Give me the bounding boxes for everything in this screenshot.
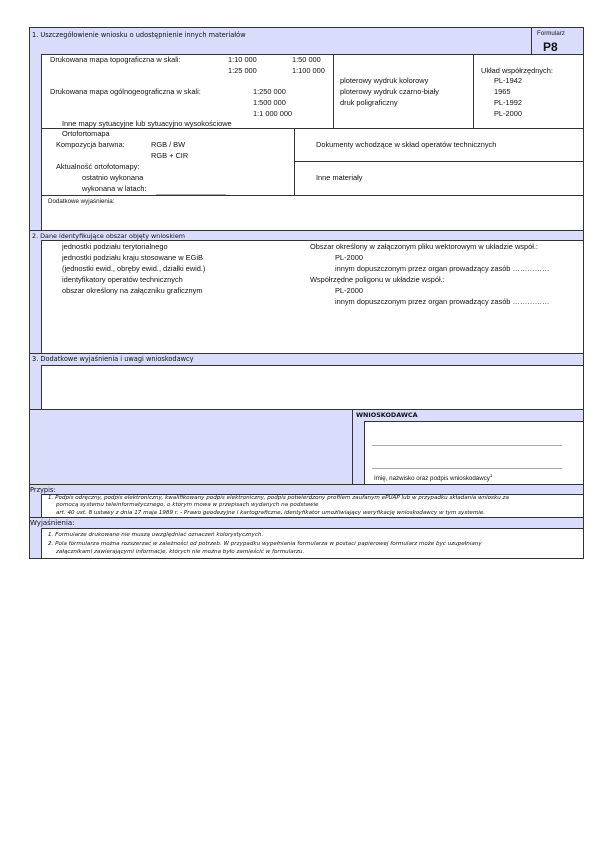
polygon-pl2000[interactable]: PL-2000 [335,286,363,295]
vector-pl2000[interactable]: PL-2000 [335,253,363,262]
general-map-label[interactable]: Drukowana mapa ogólnogeograficzna w skali: [50,87,201,96]
currency-label: Aktualność ortofotomapy: [56,162,140,171]
vector-other[interactable]: innym dopuszczonym przez organ prowadzący zasób …………… [335,264,550,273]
polygon-other[interactable]: innym dopuszczonym przez organ prowadzący zasób …………… [335,297,550,306]
polygon-label[interactable]: Współrzędne poligonu w układzie współ.: [310,275,445,284]
coord-pl1942[interactable]: PL-1942 [494,76,522,85]
made-in-years-label: wykonana w latach: [82,184,147,193]
orthophoto-title[interactable]: Ortofortomapa [62,129,110,138]
explanations-line-1: 1. Formularze drukowane nie muszą uwzględniać oznaczeń kolorystycznych. [48,532,264,538]
print-polygraphic[interactable]: druk poligraficzny [340,98,398,107]
explanations-line-2: 2. Pola formularza można rozszerzać w zależności od potrzeb. W przypadku wypełniania formularza w postaci papierowej formularz może być uzupełniany [48,541,482,547]
additional-explanations-label: Dodatkowe wyjaśnienia: [48,198,115,205]
applicant-remarks-field[interactable] [41,365,584,410]
applicant-title: WNIOSKODAWCA [356,411,418,419]
coord-pl1992[interactable]: PL-1992 [494,98,522,107]
applicant-divider [352,409,353,485]
coord-system-label: Układ współrzędnych: [481,66,553,75]
print-type-divider [333,54,334,129]
footnote-line-3: art. 40 ust. 8 ustawy z dnia 17 maja 1989 r. - Prawo geodezyjne i kartograficzne, identyfikator umożliwiający weryfikację wnioskodawcy w tym systemie. [56,510,486,516]
other-maps[interactable]: Inne mapy sytuacyjne lub sytuacyjno wysokościowe [62,119,232,128]
topo-map-label[interactable]: Drukowana mapa topograficzna w skali: [50,55,181,64]
signature-line-2 [372,468,562,469]
explanations-line-3: załącznikami zawierającymi informacje, których nie można było zamieścić w formularzu. [56,549,305,555]
composition-label: Kompozycja barwna: [56,140,125,149]
form-label: Formularz [537,30,565,37]
composition-rgb-cir[interactable]: RGB + CIR [151,151,189,160]
coord-pl2000[interactable]: PL-2000 [494,109,522,118]
coord-1965[interactable]: 1965 [494,87,511,96]
explanations-title: Wyjaśnienia: [30,519,75,527]
footnote-line-2: pomocą systemu teleinformatycznego, o którym mowa w przepisach wydanych na podstawie [56,502,319,508]
signature-label [374,472,492,483]
section-1-title: 1. Uszczegółowienie wniosku o udostępnienie innych materiałów [32,31,246,39]
area-operat-ids[interactable]: identyfikatory operatów technicznych [62,275,183,284]
scale-500000[interactable]: 1:500 000 [253,98,286,107]
section-3-title: 3. Dodatkowe wyjaśnienia i uwagi wnioskodawcy [32,355,194,363]
scale-50000[interactable]: 1:50 000 [292,55,321,64]
scale-1000000[interactable]: 1:1 000 000 [253,109,293,118]
area-egib-units-note: (jednostki ewid., obręby ewid., działki ewid.) [62,264,206,273]
composition-rgb-bw[interactable]: RGB / BW [151,140,186,149]
print-color[interactable]: ploterowy wydruk kolorowy [340,76,429,85]
print-bw[interactable]: ploterowy wydruk czarno-biały [340,87,439,96]
other-materials: Inne materiały [316,173,363,182]
coord-divider [473,54,474,129]
additional-explanations-field[interactable] [41,195,584,231]
footnote-title: Przypis: [30,486,56,494]
section-2-title: 2. Dane identyfikujące obszar objęty wnioskiem [32,232,185,240]
scale-100000[interactable]: 1:100 000 [292,66,325,75]
scale-250000[interactable]: 1:250 000 [253,87,286,96]
scale-10000[interactable]: 1:10 000 [228,55,257,64]
area-egib-units[interactable]: jednostki podziału kraju stosowane w EGiB [62,253,203,262]
area-territorial-units[interactable]: jednostki podziału terytorialnego [62,242,168,251]
footnote-line-1: 1. Podpis odręczny, podpis elektroniczny, kwalifikowany podpis elektroniczny, podpis potwierdzony profilem zaufanym ePUAP lub w przypadku składania wniosku za [48,495,509,501]
vector-file-label[interactable]: Obszar określony w załączonym pliku wektorowym w układzie współ.: [310,242,538,251]
signature-footnote-mark: 1 [489,473,493,478]
area-graphic-attachment[interactable]: obszar określony na załączniku graficznym [62,286,203,295]
scale-25000[interactable]: 1:25 000 [228,66,257,75]
tech-docs: Dokumenty wchodzące w skład operatów technicznych [316,140,497,149]
last-made[interactable]: ostatnio wykonana [82,173,144,182]
form-code: P8 [543,40,558,54]
signature-label-text: Imię, nazwisko oraz podpis wnioskodawcy [374,475,490,483]
signature-line-1 [372,445,562,446]
